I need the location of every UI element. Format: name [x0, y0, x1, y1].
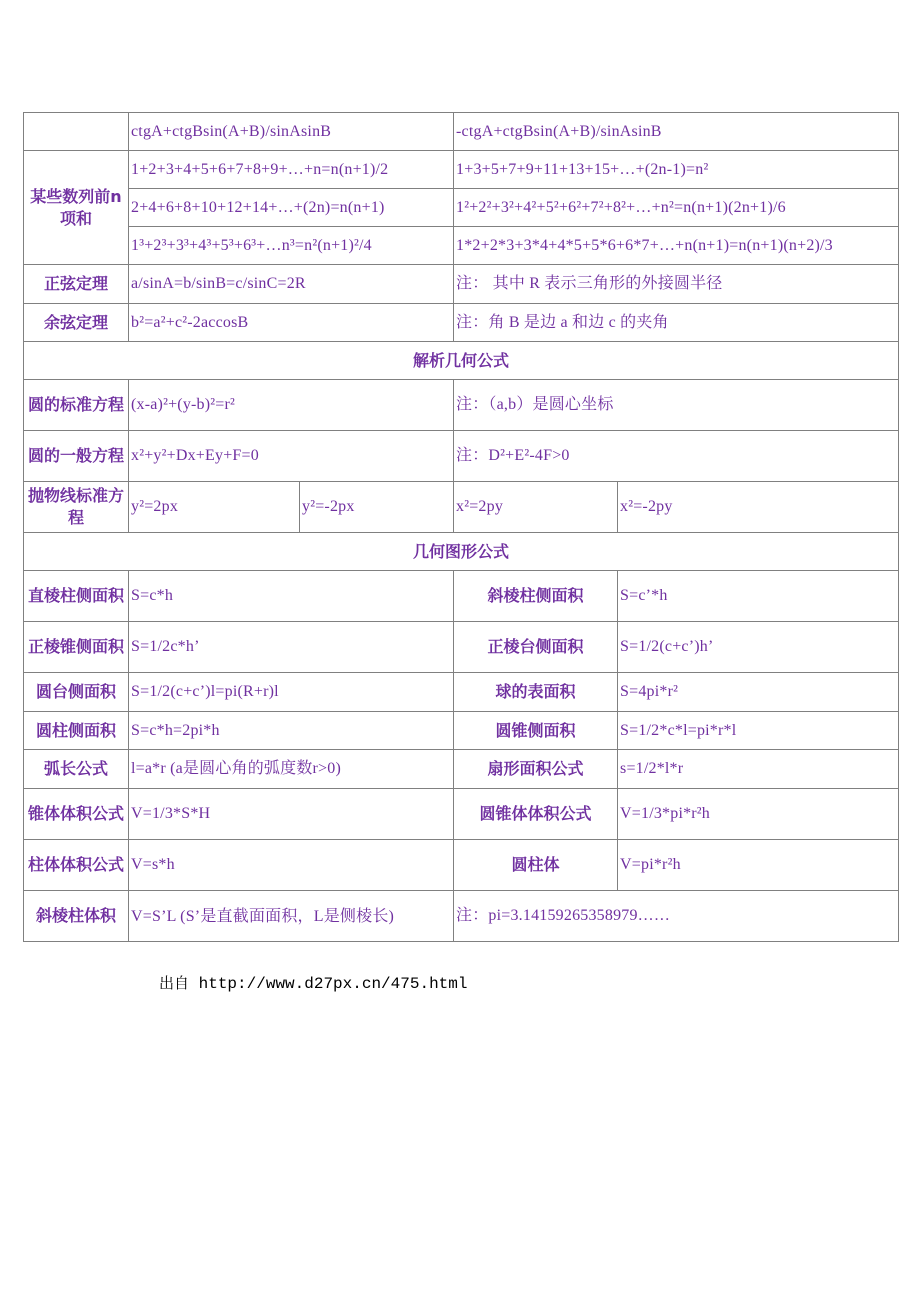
formula-cell: S=c*h	[129, 571, 454, 622]
row-label: 圆的标准方程	[24, 380, 129, 431]
row-label: 正弦定理	[24, 265, 129, 304]
formula-cell: V=S’L (S’是直截面面积，L是侧棱长)	[129, 891, 454, 942]
row-label: 斜棱柱体积	[24, 891, 129, 942]
note-cell: 注：角 B 是边 a 和边 c 的夹角	[454, 304, 899, 342]
formula-cell: x²=-2py	[618, 482, 899, 533]
formula-cell: V=s*h	[129, 840, 454, 891]
row-label: 正棱锥侧面积	[24, 622, 129, 673]
row-label: 圆锥体体积公式	[454, 789, 618, 840]
row-label: 圆柱体	[454, 840, 618, 891]
table-row	[24, 533, 899, 571]
table-row	[24, 622, 899, 673]
table-row	[24, 265, 899, 304]
row-label: 柱体体积公式	[24, 840, 129, 891]
formula-cell: S=4pi*r²	[618, 673, 899, 712]
formula-cell: b²=a²+c²-2accosB	[129, 304, 454, 342]
table-row	[24, 750, 899, 789]
formula-cell: (x-a)²+(y-b)²=r²	[129, 380, 454, 431]
table-row	[24, 840, 899, 891]
row-label: 正棱台侧面积	[454, 622, 618, 673]
row-label: 抛物线标准方程	[24, 482, 129, 533]
formula-cell: S=1/2(c+c’)l=pi(R+r)l	[129, 673, 454, 712]
source-line	[159, 972, 467, 993]
row-label: 扇形面积公式	[454, 750, 618, 789]
note-cell: 注：D²+E²-4F>0	[454, 431, 899, 482]
row-label: 圆锥侧面积	[454, 712, 618, 750]
source-prefix: 出自	[159, 974, 190, 992]
formula-cell: 2+4+6+8+10+12+14+…+(2n)=n(n+1)	[129, 189, 454, 227]
formula-cell: y²=-2px	[300, 482, 454, 533]
table-row	[24, 431, 899, 482]
formula-cell: s=1/2*l*r	[618, 750, 899, 789]
formula-cell: V=1/3*pi*r²h	[618, 789, 899, 840]
table-row	[24, 891, 899, 942]
formula-cell: a/sinA=b/sinB=c/sinC=2R	[129, 265, 454, 304]
row-label: 直棱柱侧面积	[24, 571, 129, 622]
formula-cell: l=a*r (a是圆心角的弧度数r>0)	[129, 750, 454, 789]
formula-cell: x²=2py	[454, 482, 618, 533]
row-label: 圆的一般方程	[24, 431, 129, 482]
note-cell: 注：pi=3.14159265358979……	[454, 891, 899, 942]
note-cell: 注：（a,b）是圆心坐标	[454, 380, 899, 431]
table-row	[24, 151, 899, 189]
formula-cell: S=c’*h	[618, 571, 899, 622]
formula-cell: x²+y²+Dx+Ey+F=0	[129, 431, 454, 482]
table-row	[24, 304, 899, 342]
row-label: 斜棱柱侧面积	[454, 571, 618, 622]
row-label: 圆柱侧面积	[24, 712, 129, 750]
formula-cell: ctgA+ctgBsin(A+B)/sinAsinB	[129, 113, 454, 151]
table-row	[24, 342, 899, 380]
table-row	[24, 227, 899, 265]
formula-cell: 1³+2³+3³+4³+5³+6³+…n³=n²(n+1)²/4	[129, 227, 454, 265]
section-heading: 几何图形公式	[24, 533, 899, 571]
row-label: 弧长公式	[24, 750, 129, 789]
table-row	[24, 673, 899, 712]
formula-cell: V=pi*r²h	[618, 840, 899, 891]
formula-cell: S=1/2*c*l=pi*r*l	[618, 712, 899, 750]
table-row	[24, 571, 899, 622]
formula-table	[23, 112, 899, 942]
row-label: 余弦定理	[24, 304, 129, 342]
formula-cell: V=1/3*S*H	[129, 789, 454, 840]
section-heading: 解析几何公式	[24, 342, 899, 380]
formula-cell: S=1/2(c+c’)h’	[618, 622, 899, 673]
formula-cell: y²=2px	[129, 482, 300, 533]
row-label: 某些数列前n项和	[24, 151, 129, 265]
row-label: 球的表面积	[454, 673, 618, 712]
table-row	[24, 113, 899, 151]
table-row	[24, 189, 899, 227]
row-label: 锥体体积公式	[24, 789, 129, 840]
empty-label-cell	[24, 113, 129, 151]
note-cell: 注： 其中 R 表示三角形的外接圆半径	[454, 265, 899, 304]
formula-cell: 1+2+3+4+5+6+7+8+9+…+n=n(n+1)/2	[129, 151, 454, 189]
formula-cell: 1²+2²+3²+4²+5²+6²+7²+8²+…+n²=n(n+1)(2n+1)/6	[454, 189, 899, 227]
formula-cell: -ctgA+ctgBsin(A+B)/sinAsinB	[454, 113, 899, 151]
table-row	[24, 380, 899, 431]
formula-cell: S=1/2c*h’	[129, 622, 454, 673]
formula-cell: S=c*h=2pi*h	[129, 712, 454, 750]
row-label: 圆台侧面积	[24, 673, 129, 712]
table-row	[24, 712, 899, 750]
source-url[interactable]: http://www.d27px.cn/475.html	[198, 975, 468, 993]
formula-cell: 1*2+2*3+3*4+4*5+5*6+6*7+…+n(n+1)=n(n+1)(n+2)/3	[454, 227, 899, 265]
table-row	[24, 789, 899, 840]
formula-cell: 1+3+5+7+9+11+13+15+…+(2n-1)=n²	[454, 151, 899, 189]
table-row	[24, 482, 899, 533]
